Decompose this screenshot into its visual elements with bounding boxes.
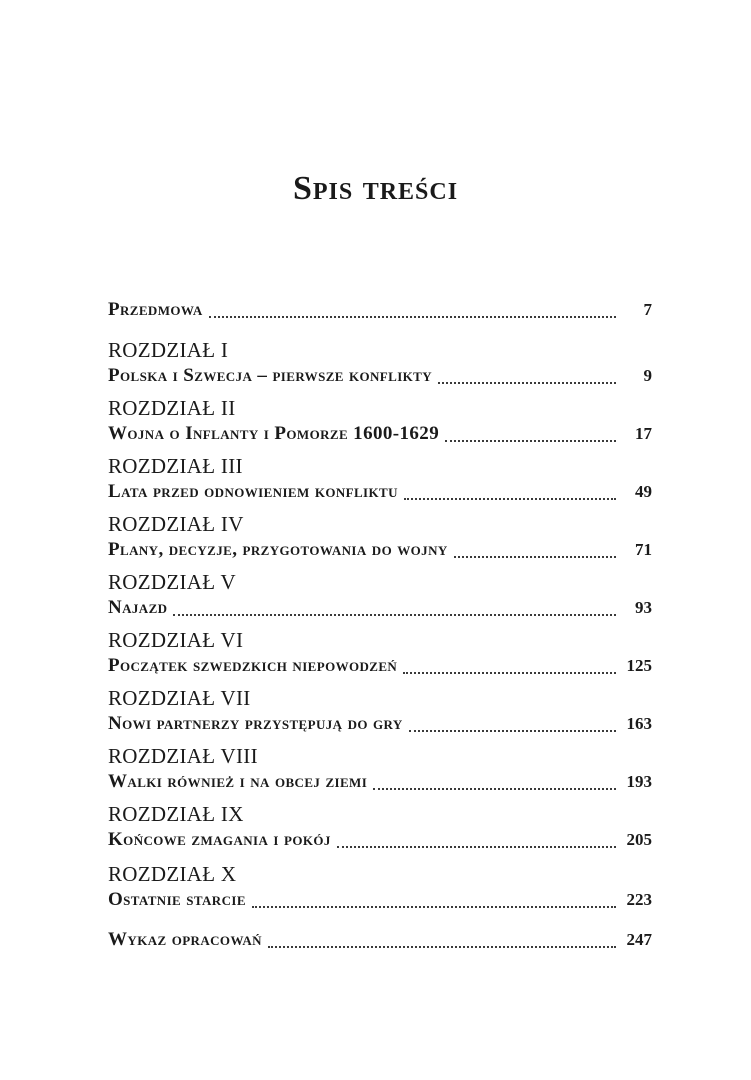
toc-page-number: 163	[626, 714, 652, 733]
toc-entry-title: Walki również i na obcej ziemi	[108, 771, 368, 792]
chapter-label: ROZDZIAŁ V	[108, 570, 237, 594]
toc-entry-title: Końcowe zmagania i pokój	[108, 829, 331, 850]
toc-entry-title: Wykaz opracowań	[108, 929, 262, 950]
chapter-label: ROZDZIAŁ VII	[108, 686, 251, 710]
chapter-label: ROZDZIAŁ IX	[108, 802, 244, 826]
toc-entry-title: Przedmowa	[108, 299, 203, 320]
toc-entry-row	[108, 422, 652, 446]
toc-entry-row	[108, 770, 652, 794]
dot-leader	[373, 788, 616, 790]
dot-leader	[445, 440, 616, 442]
chapter-label: ROZDZIAŁ I	[108, 338, 229, 362]
toc-entry-title: Wojna o Inflanty i Pomorze 1600-1629	[108, 423, 440, 444]
toc-entry-title: Ostatnie starcie	[108, 889, 246, 910]
toc-entry-title: Polska i Szwecja – pierwsze konflikty	[108, 365, 433, 386]
page-title: Spis treści	[292, 170, 459, 207]
toc-entry-row	[108, 928, 652, 952]
toc-page-number: 17	[635, 424, 652, 443]
toc-entry-title: Lata przed odnowieniem konfliktu	[108, 481, 398, 502]
toc-page-number: 223	[626, 890, 652, 909]
chapter-label: ROZDZIAŁ VI	[108, 628, 244, 652]
toc-page-number: 205	[626, 830, 652, 849]
dot-leader	[209, 316, 616, 318]
toc-entry-row	[108, 538, 652, 562]
toc-page-number: 49	[635, 482, 652, 501]
toc-entry-row	[108, 654, 652, 678]
chapter-label: ROZDZIAŁ III	[108, 454, 243, 478]
toc-entry-title: Nowi partnerzy przystępują do gry	[108, 713, 403, 734]
chapter-label: ROZDZIAŁ II	[108, 396, 236, 420]
toc-entry-row	[108, 712, 652, 736]
dot-leader	[403, 672, 616, 674]
dot-leader	[173, 614, 616, 616]
toc-entry-row	[108, 888, 652, 912]
dot-leader	[252, 906, 616, 908]
toc-entry-row	[108, 828, 652, 852]
dot-leader	[454, 556, 616, 558]
toc-page-number: 247	[626, 930, 652, 949]
toc-entry-title: Plany, decyzje, przygotowania do wojny	[108, 539, 448, 560]
toc-entry-row	[108, 298, 652, 322]
dot-leader	[268, 946, 616, 948]
toc-page-number: 71	[635, 540, 652, 559]
toc-page-number: 93	[635, 598, 652, 617]
toc-page-number: 193	[626, 772, 652, 791]
toc-entry-row	[108, 596, 652, 620]
dot-leader	[337, 846, 616, 848]
toc-page-number: 7	[643, 300, 652, 319]
chapter-label: ROZDZIAŁ VIII	[108, 744, 258, 768]
toc-page-number: 9	[643, 366, 652, 385]
dot-leader	[404, 498, 616, 500]
toc-entry-row	[108, 364, 652, 388]
toc-page-number: 125	[626, 656, 652, 675]
chapter-label: ROZDZIAŁ X	[108, 862, 237, 886]
chapter-label: ROZDZIAŁ IV	[108, 512, 244, 536]
dot-leader	[438, 382, 616, 384]
toc-entry-title: Najazd	[108, 597, 168, 618]
dot-leader	[409, 730, 616, 732]
toc-entry-title: Początek szwedzkich niepowodzeń	[108, 655, 398, 676]
toc-entry-row	[108, 480, 652, 504]
